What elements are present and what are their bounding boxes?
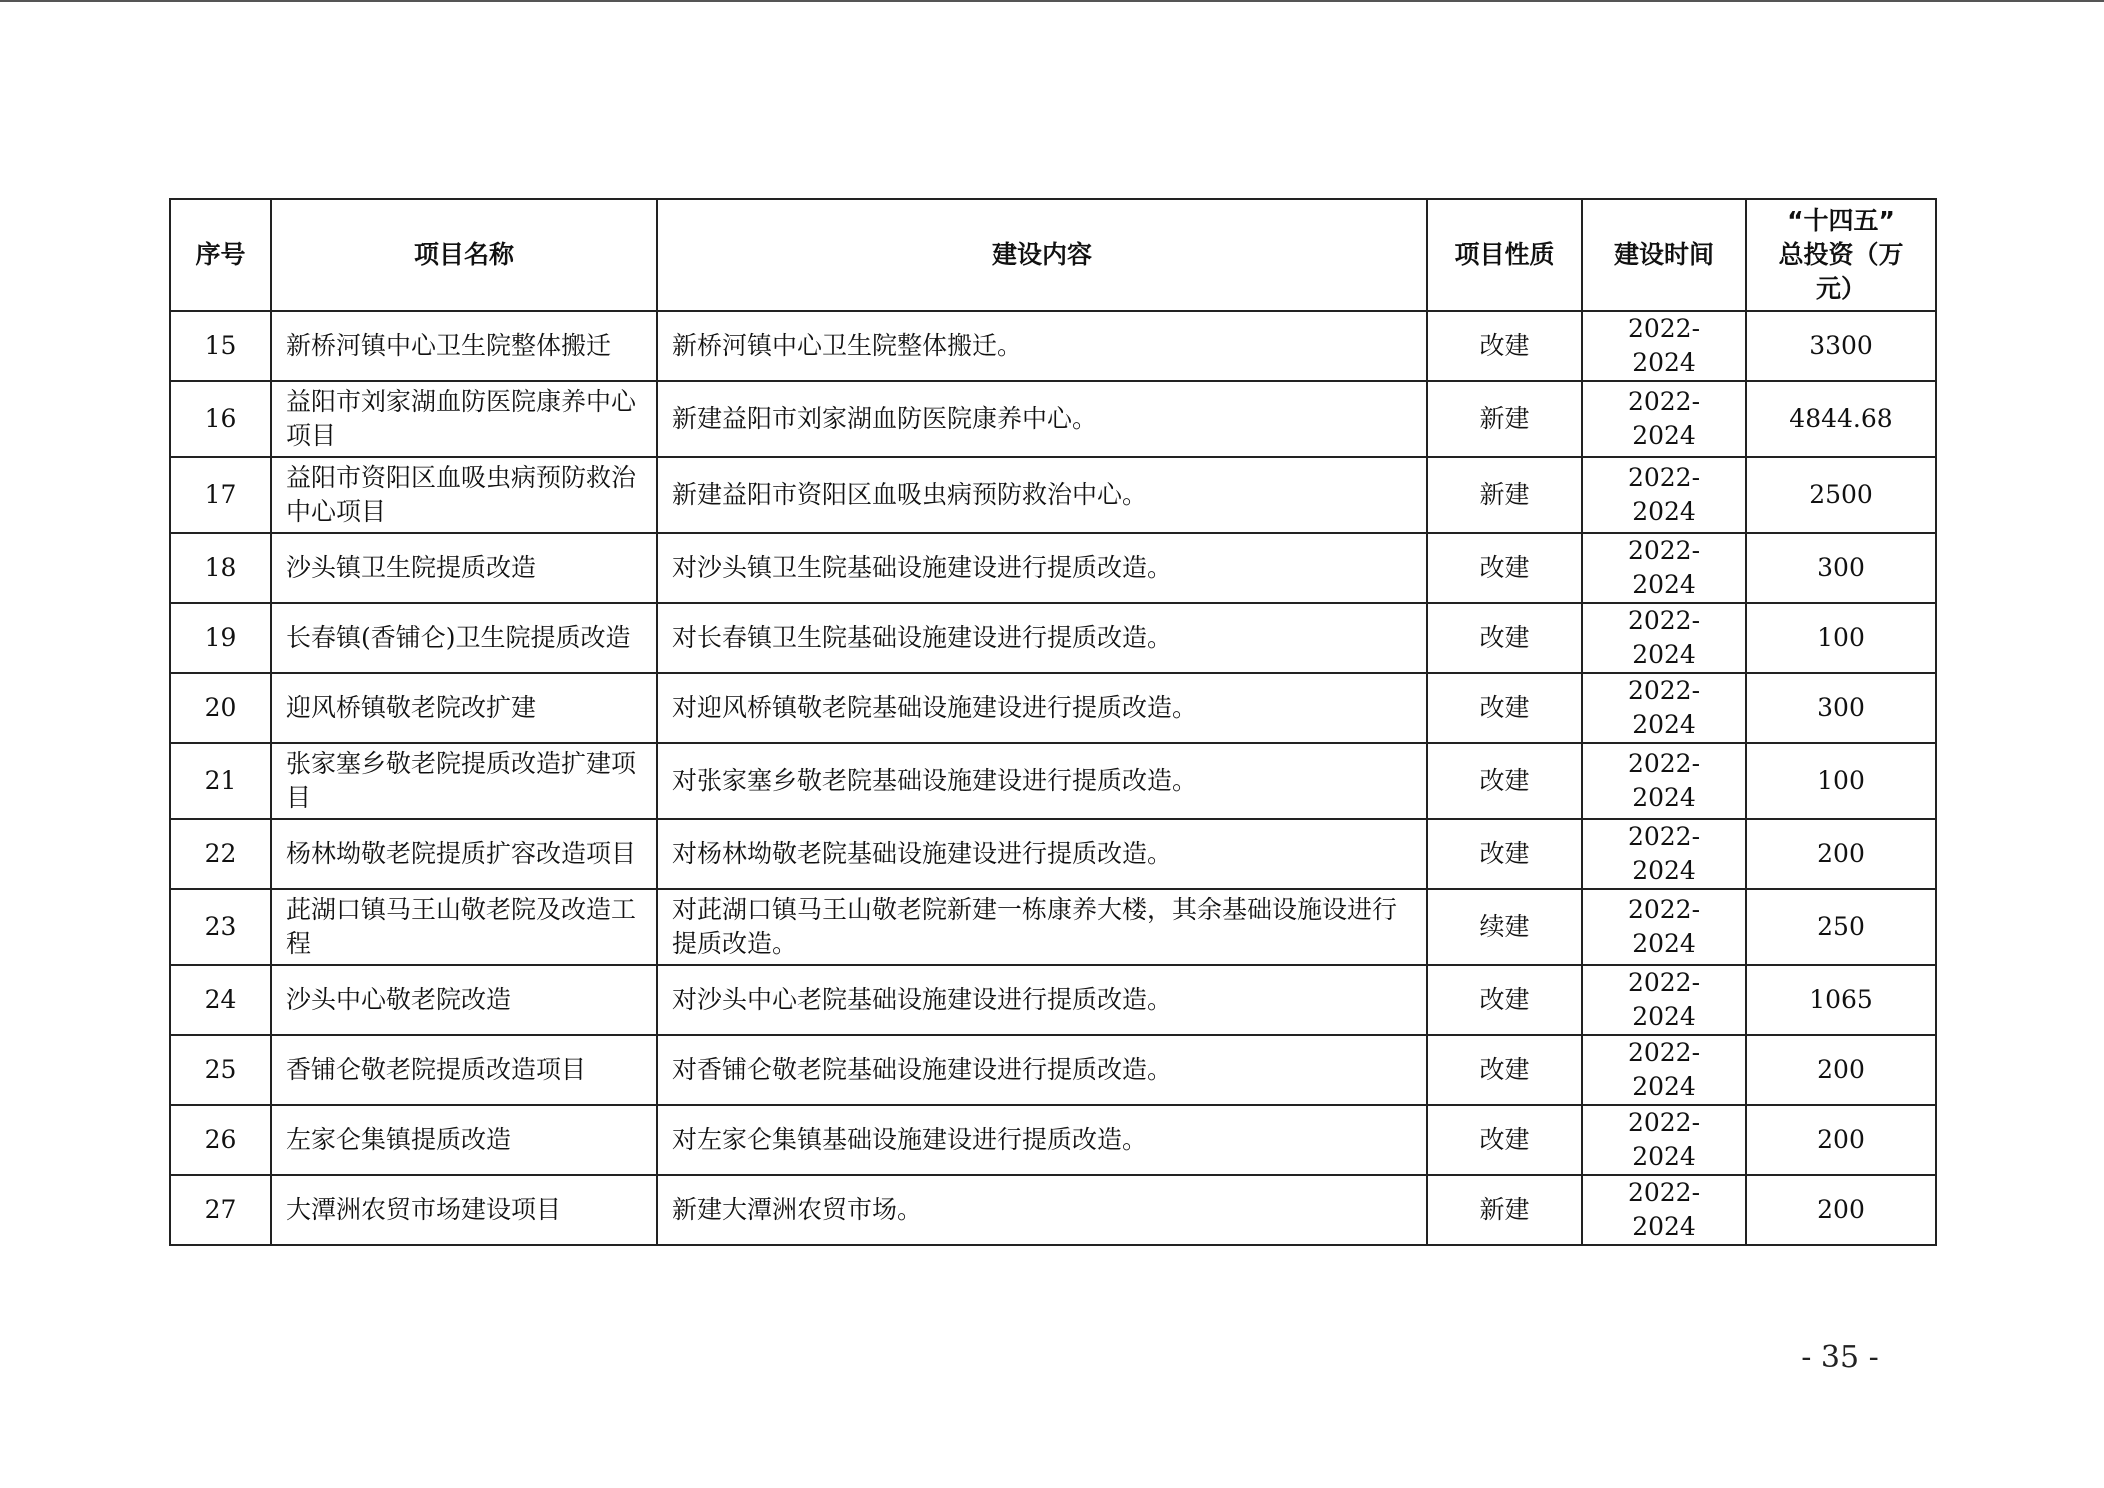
page-top-rule [0,0,2104,2]
header-name: 项目名称 [271,199,657,311]
cell-period: 2022-2024 [1582,1105,1746,1175]
cell-name: 香铺仑敬老院提质改造项目 [271,1035,657,1105]
header-period: 建设时间 [1582,199,1746,311]
cell-investment: 2500 [1746,457,1936,533]
cell-name: 益阳市资阳区血吸虫病预防救治中心项目 [271,457,657,533]
header-seq: 序号 [170,199,271,311]
cell-nature: 新建 [1427,457,1582,533]
table-row [170,1175,1936,1245]
table-row [170,819,1936,889]
header-content: 建设内容 [657,199,1427,311]
cell-period: 2022-2024 [1582,533,1746,603]
cell-nature: 续建 [1427,889,1582,965]
cell-seq: 18 [170,533,271,603]
cell-seq: 22 [170,819,271,889]
cell-seq: 21 [170,743,271,819]
cell-period: 2022-2024 [1582,819,1746,889]
cell-content: 新建大潭洲农贸市场。 [657,1175,1427,1245]
cell-period: 2022-2024 [1582,889,1746,965]
cell-content: 新建益阳市资阳区血吸虫病预防救治中心。 [657,457,1427,533]
cell-period: 2022-2024 [1582,1035,1746,1105]
cell-investment: 100 [1746,743,1936,819]
cell-period: 2022-2024 [1582,743,1746,819]
cell-content: 对茈湖口镇马王山敬老院新建一栋康养大楼，其余基础设施设进行提质改造。 [657,889,1427,965]
cell-nature: 改建 [1427,1105,1582,1175]
cell-investment: 300 [1746,533,1936,603]
cell-seq: 25 [170,1035,271,1105]
header-nature: 项目性质 [1427,199,1582,311]
cell-content: 对长春镇卫生院基础设施建设进行提质改造。 [657,603,1427,673]
table-row [170,457,1936,533]
cell-content: 新建益阳市刘家湖血防医院康养中心。 [657,381,1427,457]
cell-nature: 改建 [1427,673,1582,743]
cell-name: 沙头镇卫生院提质改造 [271,533,657,603]
table-row [170,889,1936,965]
cell-seq: 19 [170,603,271,673]
cell-investment: 4844.68 [1746,381,1936,457]
cell-name: 沙头中心敬老院改造 [271,965,657,1035]
cell-content: 对杨林坳敬老院基础设施建设进行提质改造。 [657,819,1427,889]
table-header-row [170,199,1936,311]
cell-seq: 20 [170,673,271,743]
table-row [170,743,1936,819]
header-investment [1746,199,1936,311]
table-row [170,1035,1936,1105]
header-investment-line1: “十四五” [1787,206,1895,235]
cell-content: 对迎风桥镇敬老院基础设施建设进行提质改造。 [657,673,1427,743]
header-investment-line2: 总投资（万元） [1778,240,1904,303]
cell-investment: 1065 [1746,965,1936,1035]
cell-nature: 改建 [1427,1035,1582,1105]
cell-seq: 27 [170,1175,271,1245]
table-row [170,533,1936,603]
cell-period: 2022-2024 [1582,1175,1746,1245]
table-row [170,603,1936,673]
cell-nature: 改建 [1427,533,1582,603]
cell-seq: 23 [170,889,271,965]
cell-investment: 200 [1746,1105,1936,1175]
cell-name: 张家塞乡敬老院提质改造扩建项目 [271,743,657,819]
table-row [170,965,1936,1035]
cell-period: 2022-2024 [1582,603,1746,673]
cell-nature: 改建 [1427,819,1582,889]
cell-period: 2022-2024 [1582,965,1746,1035]
cell-name: 益阳市刘家湖血防医院康养中心项目 [271,381,657,457]
cell-seq: 16 [170,381,271,457]
cell-seq: 15 [170,311,271,381]
cell-seq: 26 [170,1105,271,1175]
cell-investment: 200 [1746,1175,1936,1245]
cell-content: 新桥河镇中心卫生院整体搬迁。 [657,311,1427,381]
cell-period: 2022-2024 [1582,673,1746,743]
table-row [170,673,1936,743]
cell-investment: 200 [1746,819,1936,889]
cell-investment: 3300 [1746,311,1936,381]
cell-name: 杨林坳敬老院提质扩容改造项目 [271,819,657,889]
cell-investment: 300 [1746,673,1936,743]
cell-period: 2022-2024 [1582,457,1746,533]
cell-content: 对左家仑集镇基础设施建设进行提质改造。 [657,1105,1427,1175]
cell-investment: 100 [1746,603,1936,673]
cell-content: 对沙头镇卫生院基础设施建设进行提质改造。 [657,533,1427,603]
cell-name: 茈湖口镇马王山敬老院及改造工程 [271,889,657,965]
cell-name: 新桥河镇中心卫生院整体搬迁 [271,311,657,381]
cell-investment: 250 [1746,889,1936,965]
cell-seq: 24 [170,965,271,1035]
cell-investment: 200 [1746,1035,1936,1105]
table-row [170,311,1936,381]
cell-nature: 改建 [1427,603,1582,673]
cell-content: 对沙头中心老院基础设施建设进行提质改造。 [657,965,1427,1035]
cell-name: 长春镇(香铺仑)卫生院提质改造 [271,603,657,673]
project-table [169,198,1937,1246]
cell-nature: 新建 [1427,1175,1582,1245]
cell-nature: 改建 [1427,311,1582,381]
table-row [170,1105,1936,1175]
table-row [170,381,1936,457]
cell-nature: 新建 [1427,381,1582,457]
cell-name: 左家仑集镇提质改造 [271,1105,657,1175]
cell-nature: 改建 [1427,965,1582,1035]
cell-period: 2022-2024 [1582,311,1746,381]
cell-nature: 改建 [1427,743,1582,819]
cell-seq: 17 [170,457,271,533]
cell-name: 大潭洲农贸市场建设项目 [271,1175,657,1245]
cell-content: 对张家塞乡敬老院基础设施建设进行提质改造。 [657,743,1427,819]
cell-content: 对香铺仑敬老院基础设施建设进行提质改造。 [657,1035,1427,1105]
page-number: - 35 - [1801,1340,1879,1375]
cell-name: 迎风桥镇敬老院改扩建 [271,673,657,743]
cell-period: 2022-2024 [1582,381,1746,457]
